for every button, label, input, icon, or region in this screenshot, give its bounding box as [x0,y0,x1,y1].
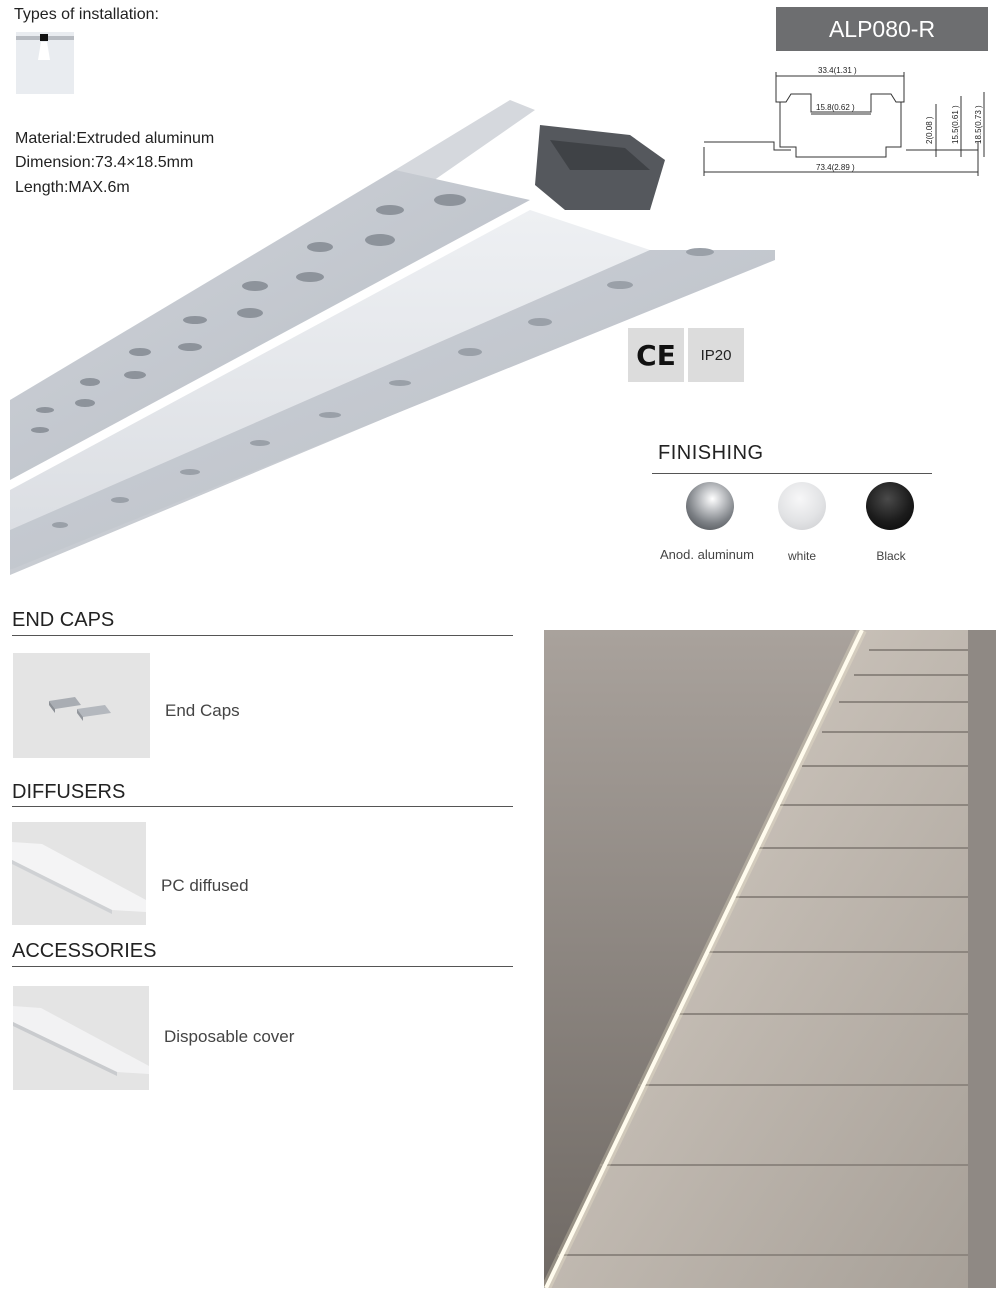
finish-label-white: white [787,549,816,563]
swatch-black [866,482,914,530]
material-spec: Material:Extruded aluminum [15,130,215,147]
ip20-mark: IP20 [688,328,744,382]
staircase-application-photo [544,630,996,1288]
ce-mark: CE [628,328,684,382]
swatch-white [778,482,826,530]
finishing-title: FINISHING [658,442,764,464]
finish-label-black: Black [876,549,906,563]
pc-diffuser-image [12,822,146,925]
dim-18-5-label: 18.5(0.73 ) [974,105,983,144]
finishing-divider [652,473,932,474]
cross-section-drawing [696,62,996,182]
disposable-cover-label: Disposable cover [164,1027,295,1046]
diffusers-title: DIFFUSERS [12,781,126,803]
swatch-anodized-aluminum [686,482,734,530]
diffusers-divider [12,806,513,807]
dim-15-5-label: 15.5(0.61 ) [951,105,960,144]
pc-diffused-label: PC diffused [161,876,249,895]
end-caps-divider [12,635,513,636]
end-caps-title: END CAPS [12,609,115,631]
end-caps-image [13,653,150,758]
inner-width-label: 15.8(0.62 ) [816,103,855,112]
finish-label-anodized: Anod. aluminum [660,547,754,562]
end-caps-label: End Caps [165,701,240,720]
disposable-cover-image [13,986,149,1090]
dim-2-label: 2(0.08 ) [925,116,934,144]
top-width-label: 33.4(1.31 ) [818,66,857,75]
bottom-width-label: 73.4(2.89 ) [816,163,855,172]
recessed-installation-icon [16,32,74,94]
accessories-divider [12,966,513,967]
dimension-spec: Dimension:73.4×18.5mm [15,154,194,171]
accessories-title: ACCESSORIES [12,940,157,962]
model-badge: ALP080-R [776,7,988,51]
length-spec: Length:MAX.6m [15,179,130,196]
installation-title: Types of installation: [14,6,159,23]
